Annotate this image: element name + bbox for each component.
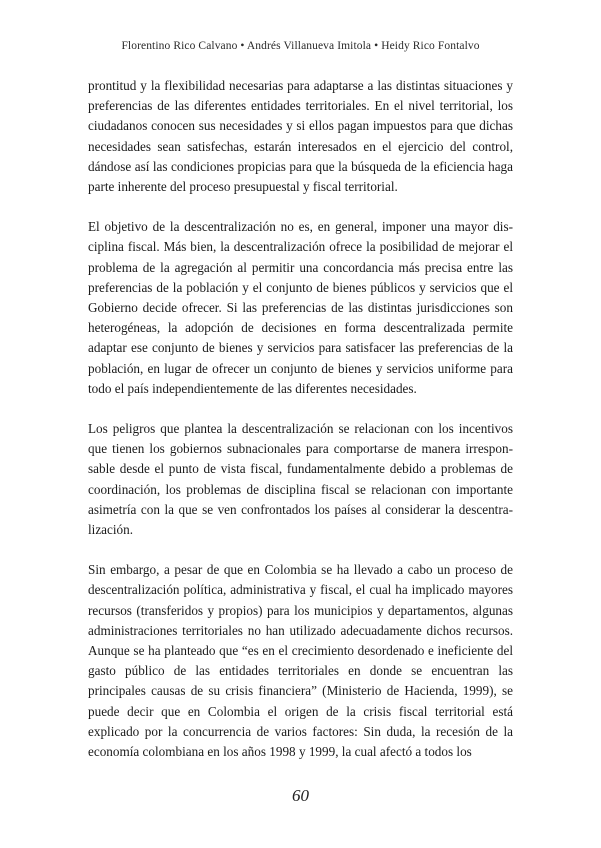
- paragraph: El objetivo de la descentralización no es, en general, imponer una mayor disciplina fiscal. Más bien, la descentralización ofrece la posibilidad de mejorar el problema de la agregación al permitir una concordancia más precisa entre las preferencias de la población y el conjunto de bienes públicos y servicios que el Gobierno decide ofrecer. Si las preferencias de las distintas jurisdicciones son heterogéneas, la adopción de decisiones en forma descentralizada permite adaptar ese conjunto de bienes y servicios para satisfacer las preferencias de la población, en lugar de ofrecer un conjunto de bienes y servicios uniforme para todo el país independientemente de las diferentes necesidades.: [88, 219, 513, 396]
- running-header-authors: Florentino Rico Calvano • Andrés Villanueva Imitola • Heidy Rico Fontalvo: [121, 40, 480, 52]
- paragraph: Sin embargo, a pesar de que en Colombia se ha llevado a cabo un proceso de descentralización política, administrativa y fiscal, el cual ha implicado mayores recursos (transferidos y propios) para los municipios y departamentos, algunas administraciones territoriales no han utilizado adecuadamente dichos recursos. Aunque se ha planteado que “es en el crecimiento desordenado e ineficiente del gasto público de las entidades territoriales en donde se encuentran las principales causas de su crisis financiera” (Ministerio de Hacienda, 1999), se puede decir que en Colombia el origen de la crisis fiscal territorial está explicado por la concurrencia de varios factores: Sin duda, la recesión de la economía colombiana en los años 1998 y 1999, la cual afectó a todos los: [88, 562, 513, 760]
- paragraph: Los peligros que plantea la descentralización se relacionan con los incentivos que tienen los gobiernos subnacionales para comportarse de manera irresponsable desde el punto de vista fiscal, fundamentalmente debido a problemas de coordinación, los problemas de disciplina fiscal se relacionan con importante asimetría con la que se ven confrontados los países al considerar la descentralización.: [88, 421, 513, 538]
- body-text: [88, 76, 513, 782]
- paragraph: prontitud y la flexibilidad necesarias para adaptarse a las distintas situaciones y preferencias de las diferentes entidades territoriales. En el nivel territorial, los ciudadanos conocen sus necesidades y si ellos pagan impuestos para que dichas necesidades sean satisfechas, estarán interesados en el ejercicio del control, dándose así las condiciones propicias para que la búsqueda de la eficiencia haga parte inherente del proceso presupuestal y fiscal territorial.: [88, 78, 513, 195]
- page-number: 60: [292, 786, 309, 805]
